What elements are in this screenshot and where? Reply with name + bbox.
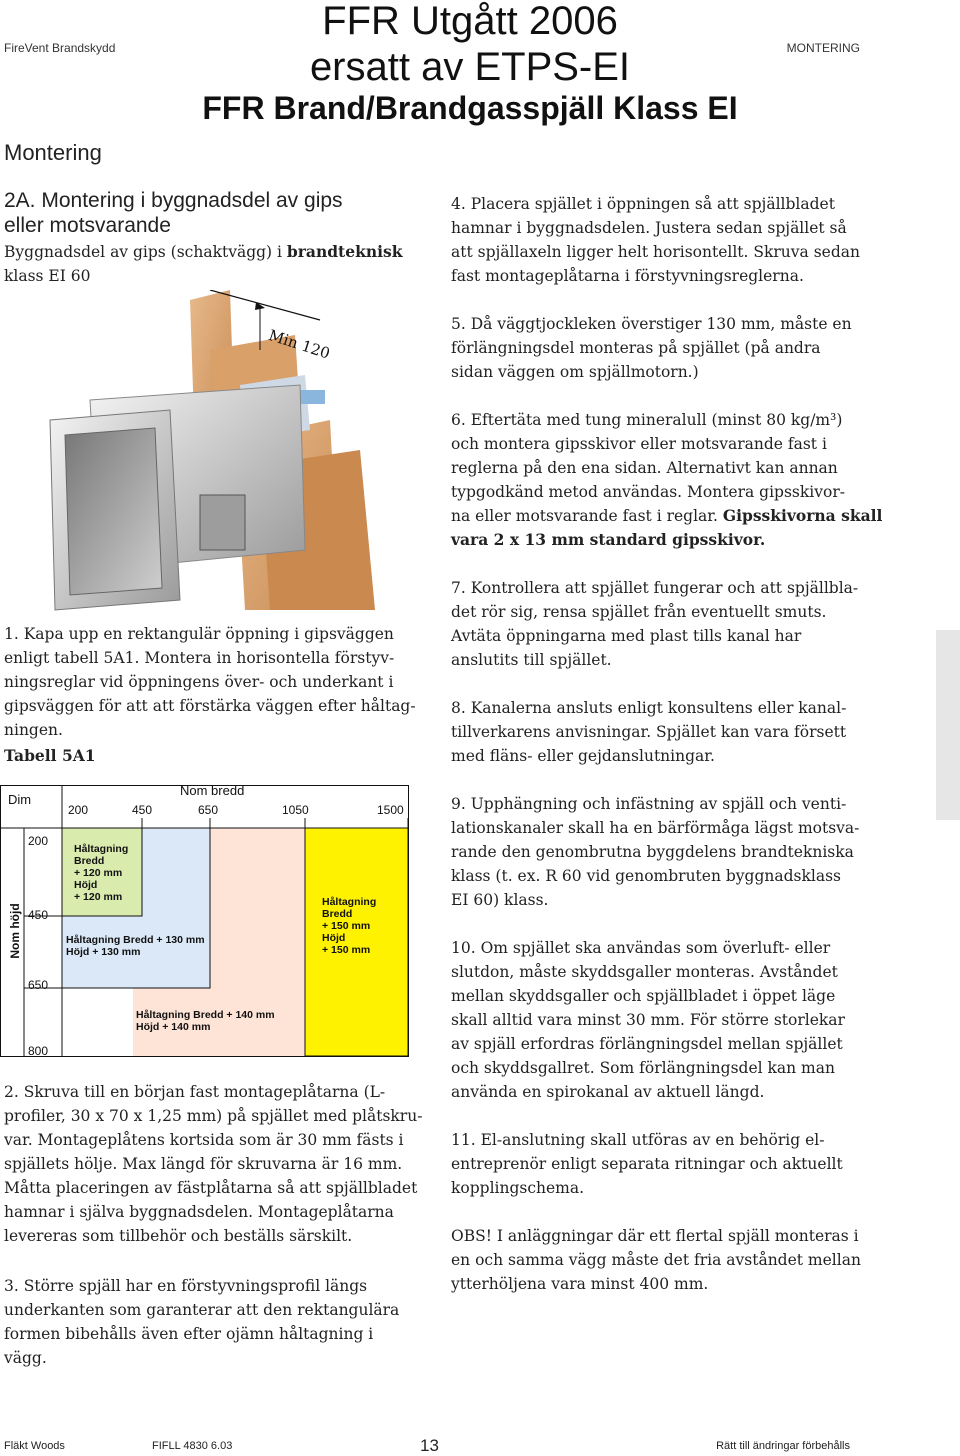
step-10-line: mellan skyddsgaller och spjällbladet i öppet läge [451,987,836,1005]
step-5 [451,312,931,384]
header-section-label: MONTERING [786,41,860,55]
step-10-line: och skyddsgallret. Som förlängningsdel kan man [451,1059,835,1077]
doc-title-line2: ersatt av ETPS-EI [309,45,631,89]
zone-c-line: Håltagning Bredd + 140 mm [136,1009,275,1021]
zone-c-line: Höjd + 140 mm [136,1021,211,1033]
step-11-line: kopplingschema. [451,1179,585,1197]
step-2-line: hamnar i själva byggnadsdelen. Montageplåtarna [4,1203,394,1221]
step-6-line [451,528,931,552]
col-label: 1050 [282,803,309,817]
step-1-line: ningen. [4,721,63,739]
step-8-line: tillverkarens anvisningar. Spjället kan vara försett [451,723,847,741]
footer-rights: Rätt till ändringar förbehålls [716,1440,850,1452]
doc-title-line1: FFR Utgått 2006 [322,0,618,43]
step-9-line: klass (t. ex. R 60 vid genombruten byggnadsklass [451,867,841,885]
row-label: 800 [28,1044,49,1058]
step-6-line: typgodkänd metod användas. Montera gipsskivor- [451,483,845,501]
step-3-line: vägg. [4,1349,47,1367]
step-9-line: 9. Upphängning och infästning av spjäll och venti- [451,795,847,813]
step-10 [451,936,931,1104]
zone-a-text [74,843,128,903]
intro-text: Byggnadsdel av gips (schaktvägg) i [4,243,287,261]
step-9 [451,792,931,912]
step-5-line: sidan väggen om spjällmotorn.) [451,363,699,381]
zone-a-line: Höjd [74,879,98,891]
step-1-line: enligt tabell 5A1. Montera in horisontella förstyv- [4,649,395,667]
step-10-line: av spjäll erfordras förlängningsdel mellan spjället [451,1035,843,1053]
col-label: 200 [68,803,89,817]
step-1-line: ningsreglar vid öppningens över- och underkant i [4,673,394,691]
zone-d-line: Höjd [322,932,346,944]
damper-illustration [30,290,430,620]
step-1 [4,622,424,742]
step-9-line: lationskanaler skall ha en bärförmåga lägst motsva- [451,819,860,837]
step-11-line: 11. El-anslutning skall utföras av en behörig el- [451,1131,825,1149]
step-6-normal: na eller motsvarande fast i reglar. [451,507,723,525]
col-label: 450 [132,803,153,817]
zone-d-line: + 150 mm [322,944,371,956]
step-8 [451,696,931,768]
section-title: Montering [4,140,102,165]
step-7-line: det rör sig, rensa spjället från eventuellt smuts. [451,603,827,621]
intro-bold: brandteknisk [286,242,403,261]
step-7-line: anslutits till spjället. [451,651,612,669]
obs-line: en och samma vägg måste det fria avståndet mellan [451,1251,861,1269]
step-8-line: med fläns- eller gejdanslutningar. [451,747,715,765]
obs-line: ytterhöljena vara minst 400 mm. [451,1275,709,1293]
doc-subtitle: FFR Brand/Brandgasspjäll Klass EI [202,90,738,126]
step-4 [451,192,931,288]
step-3 [4,1274,424,1370]
step-2-line: profiler, 30 x 70 x 1,25 mm) på spjället med plåtskru- [4,1107,423,1125]
section-intro-line1 [4,240,402,264]
obs-line: OBS! I anläggningar där ett flertal spjäll monteras i [451,1227,859,1245]
step-6-line [451,504,931,528]
step-4-line: fast montageplåtarna i förstyvningsreglerna. [451,267,804,285]
step-6-line: och montera gipsskivor eller motsvarande fast i [451,435,827,453]
step-6-bold: vara 2 x 13 mm standard gipsskivor. [451,530,766,549]
step-2 [4,1080,424,1248]
min-dimension-label: Min 120 [266,326,333,363]
damper-motor [200,495,245,550]
step-11-line: entreprenör enligt separata ritningar och aktuellt [451,1155,843,1173]
col-label: 1500 [377,803,404,817]
step-10-line: slutdon, måste skyddsgaller monteras. Avståndet [451,963,838,981]
zone-b-line: Höjd + 130 mm [66,946,141,958]
damper-opening [65,428,162,595]
table-dim-label: Dim [8,792,32,807]
zone-a-line: + 120 mm [74,867,123,879]
zone-a-line: + 120 mm [74,891,123,903]
step-3-line: 3. Större spjäll har en förstyvningsprofil längs [4,1277,368,1295]
zone-b-text [66,934,205,958]
side-tab [936,630,960,820]
step-2-line: Måtta placeringen av fästplåtarna så att spjällbladet [4,1179,418,1197]
table-caption: Tabell 5A1 [4,746,96,765]
col-label: 650 [198,803,219,817]
step-8-line: 8. Kanalerna ansluts enligt konsultens eller kanal- [451,699,847,717]
zone-d-line: Håltagning [322,896,377,908]
step-10-line: använda en spirokanal av aktuell längd. [451,1083,765,1101]
step-4-line: hamnar i byggnadsdelen. Justera sedan spjället så [451,219,847,237]
step-2-line: spjällets hölje. Max längd för skruvarna är 16 mm. [4,1155,403,1173]
step-7 [451,576,931,672]
section-intro-line2: klass EI 60 [4,267,91,285]
step-2-line: 2. Skruva till en början fast montageplåtarna (L- [4,1083,386,1101]
obs-note [451,1224,931,1296]
step-5-line: 5. Då väggtjockleken överstiger 130 mm, måste en [451,315,852,333]
step-5-line: förlängningsdel monteras på spjället (på andra [451,339,821,357]
zone-a-line: Håltagning [74,843,129,855]
step-4-line: 4. Placera spjället i öppningen så att spjällbladet [451,195,835,213]
step-2-line: levereras som tillbehör och beställs särskilt. [4,1227,353,1245]
table-nom-hojd-label: Nom höjd [8,903,22,959]
row-label: 200 [28,834,49,848]
step-9-line: EI 60) klass. [451,891,549,909]
step-6 [451,408,931,552]
footer-company: Fläkt Woods [4,1440,65,1452]
step-1-line: gipsväggen för att att förstärka väggen efter håltag- [4,697,416,715]
step-10-line: skall alltid vara minst 30 mm. För större storlekar [451,1011,845,1029]
step-4-line: att spjällaxeln ligger helt horisontellt. Skruva sedan [451,243,860,261]
table-nom-bredd-label: Nom bredd [180,783,245,798]
step-7-line: Avtäta öppningarna med plast tills kanal har [451,627,802,645]
step-11 [451,1128,931,1200]
step-1-line: 1. Kapa upp en rektangulär öppning i gipsväggen [4,625,394,643]
zone-a-line: Bredd [74,855,105,867]
step-9-line: rande den genombrutna byggdelens brandtekniska [451,843,854,861]
zone-d-line: Bredd [322,908,353,920]
step-6-line: 6. Eftertäta med tung mineralull (minst 80 kg/m³) [451,411,843,429]
step-10-line: 10. Om spjället ska användas som överluft- eller [451,939,831,957]
step-3-line: formen bibehålls även efter ojämn håltagning i [4,1325,374,1343]
step-6-bold: Gipsskivorna skall [722,506,883,525]
zone-b-line: Håltagning Bredd + 130 mm [66,934,205,946]
section-heading-line2: eller motsvarande [4,214,171,237]
section-heading-line1: 2A. Montering i byggnadsdel av gips [4,189,343,212]
zone-d-line: + 150 mm [322,920,371,932]
step-2-line: var. Montageplåtens kortsida som är 30 mm fästs i [4,1131,404,1149]
step-3-line: underkanten som garanterar att den rektangulära [4,1301,400,1319]
footer-page-number: 13 [420,1436,439,1455]
step-6-line: reglerna på den ena sidan. Alternativt kan annan [451,459,838,477]
step-7-line: 7. Kontrollera att spjället fungerar och att spjällbla- [451,579,859,597]
footer-doc-number: FIFLL 4830 6.03 [152,1440,233,1452]
row-label: 450 [28,908,49,922]
zone-d-text [322,896,376,956]
header-company: FireVent Brandskydd [4,41,116,55]
zone-c-text [136,1009,275,1033]
row-label: 650 [28,978,49,992]
